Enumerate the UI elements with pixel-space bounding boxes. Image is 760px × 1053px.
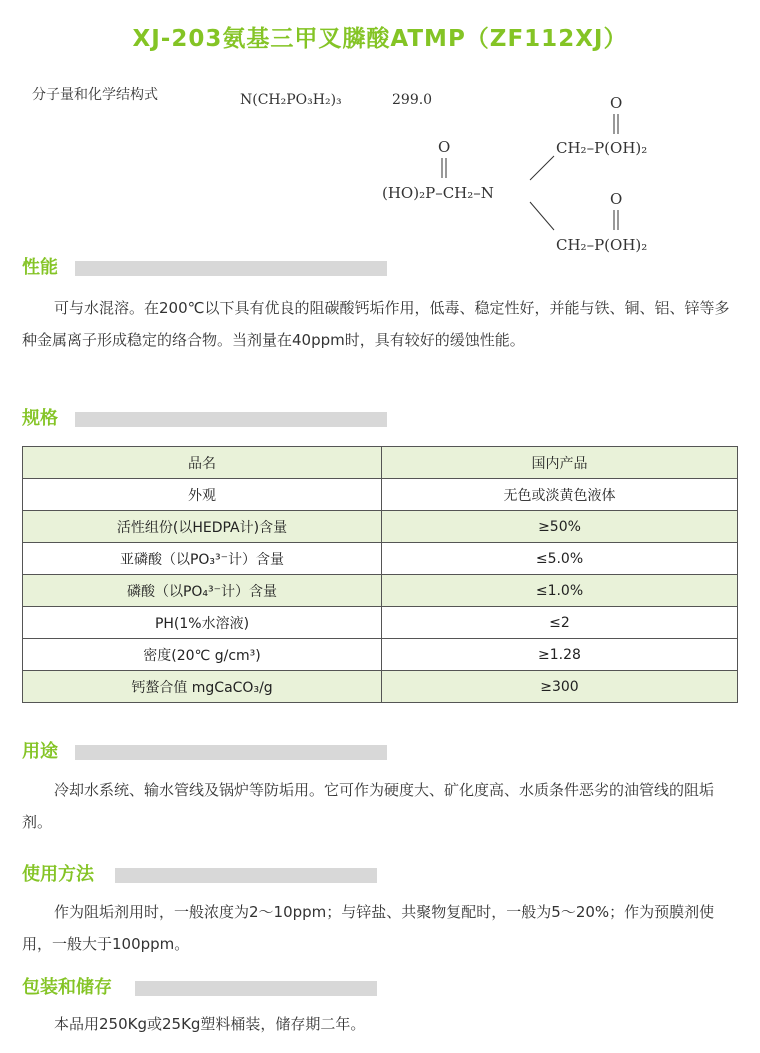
heading-bar: [75, 261, 387, 276]
structure-oxygen-bottom: O: [610, 190, 623, 208]
spec-name: 磷酸（以PO₄³⁻计）含量: [23, 575, 382, 607]
spec-name: 钙螯合值 mgCaCO₃/g: [23, 671, 382, 703]
spec-table: [22, 446, 738, 703]
header-cell-name: 品名: [23, 447, 382, 479]
table-header-row: [23, 447, 738, 479]
section-heading-usage: [22, 740, 392, 764]
performance-text: 可与水混溶。在200℃以下具有优良的阻碳酸钙垢作用，低毒、稳定性好，并能与铁、铜、铝、锌等多种金属离子形成稳定的络合物。当剂量在40ppm时，具有较好的缓蚀性能。: [22, 299, 730, 349]
spec-name: PH(1%水溶液): [23, 607, 382, 639]
section-title-usage: 用途: [22, 741, 58, 762]
structure-oxygen-left: O: [438, 138, 451, 156]
spec-value: ≤5.0%: [382, 543, 738, 575]
table-row: [23, 575, 738, 607]
spec-value: 无色或淡黄色液体: [382, 479, 738, 511]
structure-diagram: [380, 90, 700, 260]
section-title-method: 使用方法: [22, 864, 94, 885]
section-heading-packaging: [22, 976, 382, 1000]
heading-bar: [115, 868, 377, 883]
spec-value: ≤2: [382, 607, 738, 639]
section-title-packaging: 包装和储存: [22, 977, 112, 998]
molecular-weight: 299.0: [392, 92, 433, 108]
section-title-spec: 规格: [22, 408, 58, 429]
method-text: 作为阻垢剂用时，一般浓度为2～10ppm；与锌盐、共聚物复配时，一般为5～20%；作为预膜剂使用，一般大于100ppm。: [22, 903, 715, 953]
heading-bar: [75, 412, 387, 427]
header-cell-product: 国内产品: [382, 447, 738, 479]
molecular-formula: N(CH₂PO₃H₂)₃: [240, 92, 342, 108]
section-heading-method: [22, 863, 382, 887]
table-row: [23, 639, 738, 671]
usage-text: 冷却水系统、输水管线及锅炉等防垢用。它可作为硬度大、矿化度高、水质条件恶劣的油管线的阻垢剂。: [22, 781, 715, 831]
spec-name: 亚磷酸（以PO₃³⁻计）含量: [23, 543, 382, 575]
heading-bar: [75, 745, 387, 760]
page-title: XJ-203氨基三甲叉膦酸ATMP（ZF112XJ）: [132, 26, 628, 52]
spec-value: ≥300: [382, 671, 738, 703]
spec-value: ≤1.0%: [382, 575, 738, 607]
structure-bottom-group: CH₂–P(OH)₂: [556, 236, 648, 254]
table-row: [23, 671, 738, 703]
table-row: [23, 607, 738, 639]
section-heading-spec: [22, 407, 392, 431]
spec-value: ≥1.28: [382, 639, 738, 671]
structure-top-group: CH₂–P(OH)₂: [556, 139, 648, 157]
heading-bar: [135, 981, 377, 996]
spec-name: 活性组份(以HEDPA计)含量: [23, 511, 382, 543]
spec-name: 外观: [23, 479, 382, 511]
structure-left-group: (HO)₂P–CH₂–N: [382, 184, 494, 202]
table-row: [23, 543, 738, 575]
spec-value: ≥50%: [382, 511, 738, 543]
table-row: [23, 511, 738, 543]
section-heading-performance: [22, 256, 392, 280]
packaging-text: 本品用250Kg或25Kg塑料桶装，储存期二年。: [54, 1015, 366, 1033]
section-title-performance: 性能: [22, 257, 58, 278]
table-row: [23, 479, 738, 511]
formula-label: 分子量和化学结构式: [32, 87, 158, 103]
spec-name: 密度(20℃ g/cm³): [23, 639, 382, 671]
structure-oxygen-top: O: [610, 94, 623, 112]
